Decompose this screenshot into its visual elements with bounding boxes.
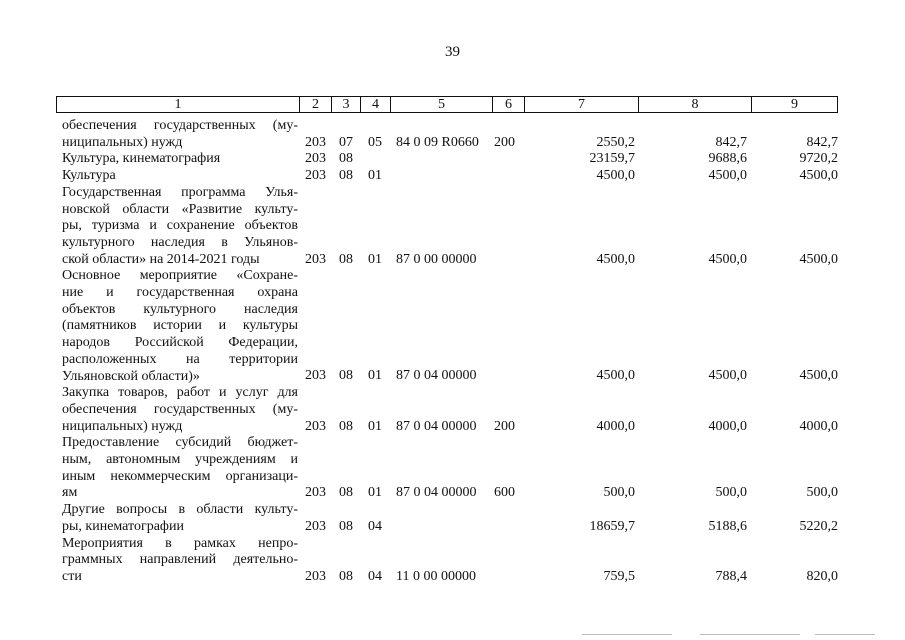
cell-col-9: 4500,0 bbox=[799, 168, 838, 184]
row-name-line: Культура bbox=[62, 168, 116, 184]
cell-col-2: 203 bbox=[305, 368, 326, 384]
row-name-line: ям bbox=[62, 485, 78, 501]
cell-col-4: 04 bbox=[368, 518, 382, 534]
row-name-line: Культура, кинематография bbox=[62, 151, 221, 167]
header-cell-1: 1 bbox=[174, 97, 182, 112]
cell-col-7: 759,5 bbox=[603, 568, 635, 584]
row-name-line: Другие вопросы в области культу- bbox=[62, 502, 298, 518]
row-name-line: ской области» на 2014-2021 годы bbox=[62, 251, 260, 267]
row-name-line: Основное мероприятие «Сохране- bbox=[62, 268, 298, 284]
cell-col-3: 08 bbox=[339, 568, 353, 584]
header-cell-4: 4 bbox=[360, 97, 390, 112]
row-name-line: объектов культурного наследия bbox=[62, 301, 298, 317]
row-name bbox=[62, 385, 298, 435]
bottom-edge-line bbox=[815, 634, 875, 635]
cell-col-2: 203 bbox=[305, 418, 326, 434]
cell-col-4: 01 bbox=[368, 485, 382, 501]
cell-col-5: 11 0 00 00000 bbox=[396, 568, 476, 584]
cell-col-3: 07 bbox=[339, 134, 353, 150]
cell-col-7: 23159,7 bbox=[589, 151, 635, 167]
row-name bbox=[62, 118, 298, 151]
row-name bbox=[62, 435, 298, 502]
cell-col-2: 203 bbox=[305, 134, 326, 150]
row-name-line: ниципальных) нужд bbox=[62, 134, 183, 150]
row-name-line: ниципальных) нужд bbox=[62, 418, 183, 434]
cell-col-4: 01 bbox=[368, 251, 382, 267]
row-name bbox=[62, 502, 298, 535]
row-name-line: Предоставление субсидий бюджет- bbox=[62, 435, 298, 451]
cell-col-7: 2550,2 bbox=[596, 134, 635, 150]
cell-col-7: 4000,0 bbox=[596, 418, 635, 434]
cell-col-2: 203 bbox=[305, 168, 326, 184]
cell-col-2: 203 bbox=[305, 568, 326, 584]
row-name-line: ры, туризма и сохранение объектов bbox=[62, 218, 298, 234]
header-cell-6: 6 bbox=[492, 97, 524, 112]
cell-col-8: 4500,0 bbox=[708, 368, 747, 384]
row-name-line: ным, автономным учреждениям и bbox=[62, 452, 298, 467]
row-name-line: новской области «Развитие культу- bbox=[62, 201, 298, 217]
cell-col-5: 84 0 09 R0660 bbox=[396, 134, 479, 150]
table-header bbox=[56, 96, 838, 113]
cell-col-2: 203 bbox=[305, 518, 326, 534]
row-name bbox=[62, 168, 298, 185]
cell-col-9: 5220,2 bbox=[799, 518, 838, 534]
row-name-line: (памятников истории и культуры bbox=[62, 318, 298, 334]
row-name-line: Государственная программа Улья- bbox=[62, 184, 298, 200]
cell-col-4: 05 bbox=[368, 134, 382, 150]
row-name-line: сти bbox=[62, 568, 82, 584]
row-name-line: Закупка товаров, работ и услуг для bbox=[62, 385, 298, 401]
cell-col-3: 08 bbox=[339, 168, 353, 184]
cell-col-8: 788,4 bbox=[715, 568, 747, 584]
page-number: 39 bbox=[445, 44, 460, 60]
cell-col-4: 01 bbox=[368, 418, 382, 434]
row-name-line: ры, кинематографии bbox=[62, 518, 184, 534]
cell-col-4: 04 bbox=[368, 568, 382, 584]
row-name bbox=[62, 151, 298, 168]
cell-col-9: 4500,0 bbox=[799, 251, 838, 267]
cell-col-2: 203 bbox=[305, 485, 326, 501]
header-cell-5: 5 bbox=[390, 97, 492, 112]
cell-col-3: 08 bbox=[339, 251, 353, 267]
cell-col-5: 87 0 04 00000 bbox=[396, 485, 477, 501]
header-cell-8: 8 bbox=[638, 97, 751, 112]
row-name bbox=[62, 268, 298, 385]
row-name-line: культурного наследия в Ульянов- bbox=[62, 234, 298, 250]
header-cell-9: 9 bbox=[751, 97, 837, 112]
row-name bbox=[62, 185, 298, 269]
row-name-line: Ульяновской области)» bbox=[62, 368, 200, 384]
cell-col-3: 08 bbox=[339, 485, 353, 501]
row-name-line: обеспечения государственных (му- bbox=[62, 118, 298, 133]
cell-col-9: 500,0 bbox=[806, 485, 838, 501]
row-name-line: обеспечения государственных (му- bbox=[62, 401, 298, 417]
cell-col-6: 200 bbox=[494, 134, 515, 150]
cell-col-9: 4000,0 bbox=[799, 418, 838, 434]
cell-col-7: 4500,0 bbox=[596, 251, 635, 267]
cell-col-7: 18659,7 bbox=[589, 518, 635, 534]
cell-col-9: 820,0 bbox=[806, 568, 838, 584]
cell-col-3: 08 bbox=[339, 518, 353, 534]
cell-col-8: 4500,0 bbox=[708, 168, 747, 184]
cell-col-8: 5188,6 bbox=[708, 518, 747, 534]
cell-col-8: 4500,0 bbox=[708, 251, 747, 267]
cell-col-3: 08 bbox=[339, 418, 353, 434]
cell-col-7: 4500,0 bbox=[596, 168, 635, 184]
cell-col-9: 4500,0 bbox=[799, 368, 838, 384]
cell-col-5: 87 0 04 00000 bbox=[396, 368, 477, 384]
cell-col-8: 9688,6 bbox=[708, 151, 747, 167]
cell-col-2: 203 bbox=[305, 151, 326, 167]
row-name-line: иным некоммерческим организаци- bbox=[62, 468, 298, 484]
row-name-line: ние и государственная охрана bbox=[62, 285, 298, 300]
bottom-edge-line bbox=[700, 634, 800, 635]
cell-col-7: 500,0 bbox=[603, 485, 635, 501]
cell-col-3: 08 bbox=[339, 368, 353, 384]
header-cell-3: 3 bbox=[331, 97, 360, 112]
cell-col-6: 200 bbox=[494, 418, 515, 434]
cell-col-9: 9720,2 bbox=[799, 151, 838, 167]
header-cell-7: 7 bbox=[524, 97, 638, 112]
cell-col-2: 203 bbox=[305, 251, 326, 267]
row-name-line: народов Российской Федерации, bbox=[62, 335, 298, 351]
cell-col-5: 87 0 00 00000 bbox=[396, 251, 477, 267]
row-name-line: граммных направлений деятельно- bbox=[62, 552, 298, 568]
cell-col-4: 01 bbox=[368, 368, 382, 384]
row-name bbox=[62, 536, 298, 586]
row-name-line: расположенных на территории bbox=[62, 351, 298, 367]
cell-col-4: 01 bbox=[368, 168, 382, 184]
cell-col-8: 842,7 bbox=[715, 134, 747, 150]
header-cell-2: 2 bbox=[299, 97, 331, 112]
bottom-edge-line bbox=[582, 634, 672, 635]
cell-col-5: 87 0 04 00000 bbox=[396, 418, 477, 434]
row-name-line: Мероприятия в рамках непро- bbox=[62, 535, 298, 551]
cell-col-6: 600 bbox=[494, 485, 515, 501]
cell-col-3: 08 bbox=[339, 151, 353, 167]
cell-col-7: 4500,0 bbox=[596, 368, 635, 384]
cell-col-8: 4000,0 bbox=[708, 418, 747, 434]
cell-col-9: 842,7 bbox=[806, 134, 838, 150]
cell-col-8: 500,0 bbox=[715, 485, 747, 501]
